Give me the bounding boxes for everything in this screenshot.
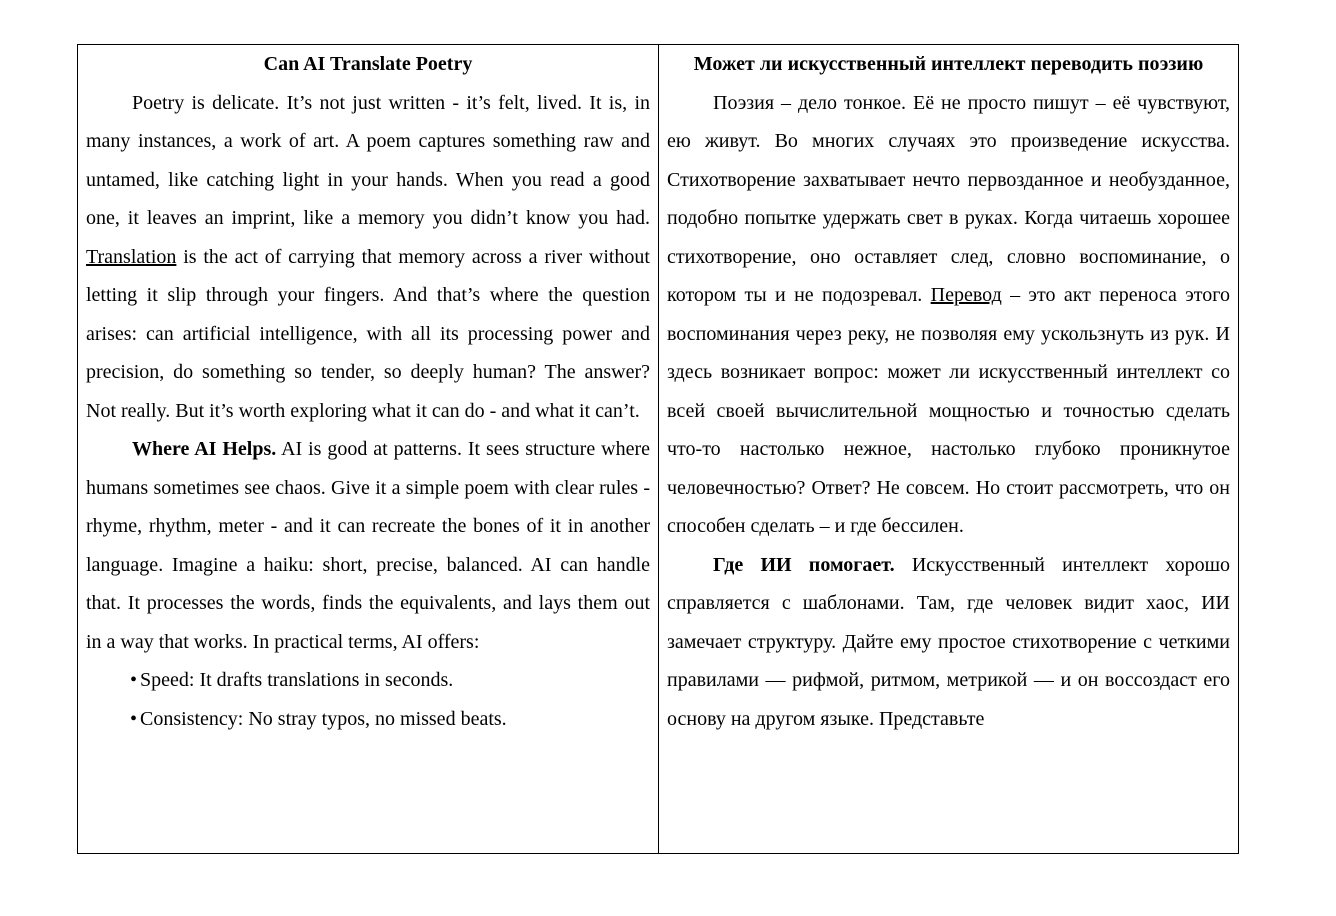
list-item: • Consistency: No stray typos, no missed beats. <box>130 700 650 739</box>
english-paragraph-1 <box>86 84 650 431</box>
english-p2-text: AI is good at patterns. It sees structure where humans sometimes see chaos. Give it a simple poem with clear rules - rhyme, rhythm, meter - and it can recreate the bones of it in another language. Imagine a haiku: short, precise, balanced. AI can handle that. It processes the words, finds the equivalents, and lays them out in a way that works. In practical terms, AI offers: <box>86 438 650 653</box>
english-title: Can AI Translate Poetry <box>263 53 473 75</box>
russian-column <box>659 45 1238 853</box>
russian-p1-text-b: – это акт переноса этого воспоминания через реку, не позволяя ему ускользнуть из рук. И здесь возникает вопрос: может ли искусственный интеллект со всей своей вычислительной мощностью и точностью сделать что-то настолько нежное, настолько глубоко проникнутое человечностью? Ответ? Не совсем. Но стоит рассмотреть, что он способен сделать – и где бессилен. <box>667 284 1230 537</box>
bilingual-table <box>77 44 1239 854</box>
english-bullet-list <box>86 661 650 738</box>
russian-title: Может ли искусственный интеллект переводить поэзию <box>693 53 1204 75</box>
english-column <box>78 45 659 853</box>
english-paragraph-2 <box>86 430 650 661</box>
russian-paragraph-2 <box>667 546 1230 739</box>
russian-section-heading: Где ИИ помогает. <box>713 553 895 576</box>
russian-translation-term: Перевод <box>930 284 1002 306</box>
english-translation-term: Translation <box>86 245 177 268</box>
russian-p2-text: Искусственный интеллект хорошо справляется с шаблонами. Там, где человек видит хаос, ИИ замечает структуру. Дайте ему простое стихотворение с четкими правилами — рифмой, ритмом, метрикой — и он воссоздаст его основу на другом языке. Представьте <box>667 553 1230 730</box>
russian-paragraph-1 <box>667 84 1230 546</box>
english-p1-text-a: Poetry is delicate. It’s not just written - it’s felt, lived. It is, in many instances, a work of art. A poem captures something raw and untamed, like catching light in your hands. When you read a good one, it leaves an imprint, like a memory you didn’t know you had. <box>86 91 650 229</box>
english-p1-text-b: is the act of carrying that memory across a river without letting it slip through your fingers. And that’s where the question arises: can artificial intelligence, with all its processing power and precision, do something so tender, so deeply human? The answer? Not really. But it’s worth exploring what it can do - and what it can’t. <box>86 245 650 422</box>
list-item: • Speed: It drafts translations in seconds. <box>130 661 650 700</box>
english-section-heading: Where AI Helps. <box>132 438 277 460</box>
russian-p1-text-a: Поэзия – дело тонкое. Её не просто пишут – её чувствуют, ею живут. Во многих случаях это произведение искусства. Стихотворение захватывает нечто первозданное и необузданное, подобно попытке удержать свет в руках. Когда читаешь хорошее стихотворение, оно оставляет след, словно воспоминание, о котором ты и не подозревал. <box>667 91 1230 306</box>
